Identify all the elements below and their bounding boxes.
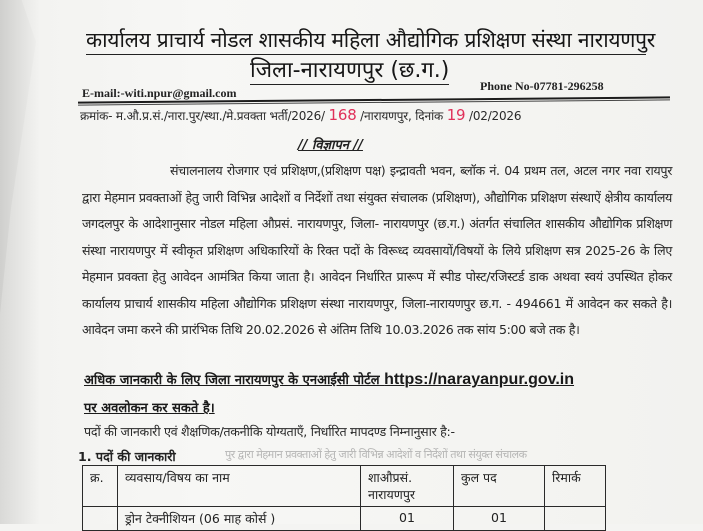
cell-total-posts: 01: [454, 507, 545, 531]
table-header-row: [83, 466, 606, 507]
cell-remark: [545, 507, 606, 531]
portal-text: अधिक जानकारी के लिए जिला नारायणपुर के एनआईसी पोर्टल: [84, 373, 380, 388]
reference-suffix: /02/2026: [469, 109, 522, 123]
office-title: कार्यालय प्राचार्य नोडल शासकीय महिला औद्योगिक प्रशिक्षण संस्था नारायणपुर: [86, 26, 646, 55]
section-title: 1. पदों की जानकारी: [78, 449, 176, 464]
portal-link[interactable]: https://narayanpur.gov.in: [384, 371, 575, 388]
col-trade: व्यवसाय/विषय का नाम: [118, 466, 361, 507]
cell-institute-posts: 01: [361, 507, 454, 531]
portal-note-2: पर अवलोकन कर सकते है।: [84, 401, 215, 416]
page-fold-shadow: [0, 0, 36, 524]
handwritten-day: 19: [446, 106, 466, 124]
notice-heading: // विज्ञापन //: [298, 138, 363, 153]
email-address: E-mail:-witi.npur@gmail.com: [82, 86, 237, 100]
reference-line: [80, 106, 521, 124]
body-text: संचालनालय रोजगार एवं प्रशिक्षण,(प्रशिक्षण पक्ष) इन्द्रावती भवन, ब्लॉक नं. 04 प्रथम तल, अटल नगर नवा रायपुर द्वारा मेहमान प्रवक्ताओं हेतु जारी विभिन्न आदेशों व निर्देशों तथा संयुक्त संचालक (प्रशिक्षण), औद्योगिक प्रशिक्षण संस्थाऐं क्षेत्रीय कार्यालय जगदलपुर के आदेशानुसार नोडल महिला औप्रसं. नारायणपुर, जिला- नारायणपुर (छ.ग.) अंतर्गत संचालित शासकीय औद्योगिक प्रशिक्षण संस्था नारायणपुर में स्वीकृत प्रशिक्षण अधिकारियों के रिक्त पदों के विरूध्द व्यवसायों/विषयों के लिये प्रशिक्षण सत्र 2025-26 के लिए मेहमान प्रवक्ता हेतु आवेदन आमंत्रित किया जाता है। आवेदन निर्धारित प्रारूप में स्पीड पोस्ट/रजिस्टर्ड डाक अथवा स्वयं उपस्थित होकर कार्यालय प्राचार्य शासकीय महिला औद्योगिक प्रशिक्षण संस्था नारायणपुर, जिला-नारायणपुर छ.ग. - 494661 में आवेदन कर सकते है। आवेदन जमा करने की प्रारंभिक तिथि 20.02.2026 से अंतिम तिथि 10.03.2026 तक सांय 5:00 बजे तक है।: [82, 163, 673, 337]
bleed-through-text: पुर द्वारा मेहमान प्रवक्ताओं हेतु जारी विभिन्न आदेशों व निर्देशों तथा संयुक्त संचालक: [225, 448, 527, 461]
district-title: जिला-नारायणपुर (छ.ग.): [250, 54, 449, 85]
posts-table: [82, 465, 606, 531]
col-institute: शाऔप्रसं. नारायणपुर: [361, 466, 454, 507]
reference-prefix: क्रमांक- म.औ.प्र.सं./नारा.पुर/स्था./मे.प्रवक्ता भर्ती/2026/: [80, 109, 325, 123]
cell-serial: [83, 507, 118, 531]
col-remark: रिमार्क: [545, 466, 606, 507]
table-row: [83, 507, 606, 531]
portal-note: [84, 370, 574, 389]
cell-trade: ड्रोन टेक्नीशियन (06 माह कोर्स ): [118, 507, 361, 531]
col-serial: क्र.: [83, 466, 118, 507]
handwritten-ref-number: 168: [328, 106, 357, 124]
criteria-line: पदों की जानकारी एवं शैक्षणिक/तकनीकि योग्यताएँ, निर्धारित मापदण्ड निम्नानुसार है:-: [84, 424, 455, 439]
reference-middle: /नारायणपुर, दिनांक: [360, 109, 444, 123]
body-paragraph: [82, 158, 672, 344]
phone-number: Phone No-07781-296258: [480, 79, 604, 93]
col-total-posts: कुल पद: [454, 466, 545, 507]
